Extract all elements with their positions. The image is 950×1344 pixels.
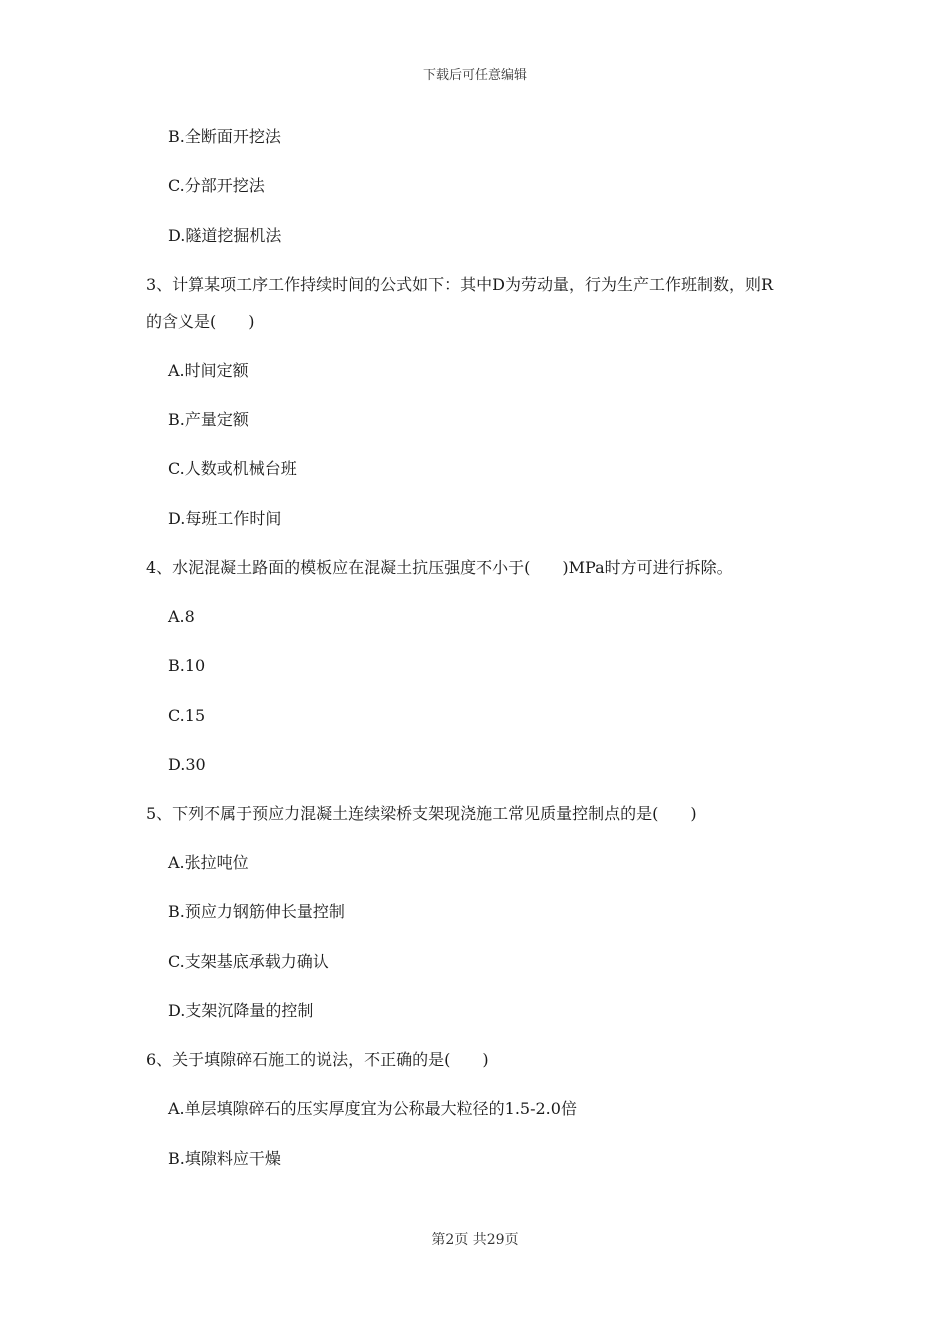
q2-option-b: B.全断面开挖法 xyxy=(168,127,281,146)
q2-option-c: C.分部开挖法 xyxy=(168,176,265,195)
q3-stem-line2: 的含义是( ) xyxy=(146,312,255,331)
q3-stem-line1: 3、计算某项工序工作持续时间的公式如下：其中D为劳动量，行为生产工作班制数，则R xyxy=(146,275,774,294)
page-header: 下载后可任意编辑 xyxy=(422,68,527,83)
q3-option-b: B.产量定额 xyxy=(168,410,249,429)
q6-stem: 6、关于填隙碎石施工的说法，不正确的是( ) xyxy=(146,1050,489,1069)
q5-stem: 5、下列不属于预应力混凝土连续梁桥支架现浇施工常见质量控制点的是( ) xyxy=(146,804,697,823)
q5-option-b: B.预应力钢筋伸长量控制 xyxy=(168,902,345,921)
q5-option-c: C.支架基底承载力确认 xyxy=(168,952,329,971)
q4-option-d: D.30 xyxy=(168,755,206,774)
q4-option-b: B.10 xyxy=(168,656,206,675)
q4-option-a: A.8 xyxy=(168,607,195,626)
q2-option-d: D.隧道挖掘机法 xyxy=(168,226,282,245)
q5-option-d: D.支架沉降量的控制 xyxy=(168,1001,314,1020)
q4-stem: 4、水泥混凝土路面的模板应在混凝土抗压强度不小于( )MPa时方可进行拆除。 xyxy=(146,558,733,577)
q3-option-d: D.每班工作时间 xyxy=(168,509,282,528)
q4-option-c: C.15 xyxy=(168,706,206,725)
page-footer: 第2页 共29页 xyxy=(431,1232,519,1248)
q3-option-c: C.人数或机械台班 xyxy=(168,459,297,478)
q3-option-a: A.时间定额 xyxy=(168,361,249,380)
q5-option-a: A.张拉吨位 xyxy=(168,853,249,872)
q6-option-a: A.单层填隙碎石的压实厚度宜为公称最大粒径的1.5-2.0倍 xyxy=(168,1099,577,1118)
q6-option-b: B.填隙料应干燥 xyxy=(168,1149,281,1168)
